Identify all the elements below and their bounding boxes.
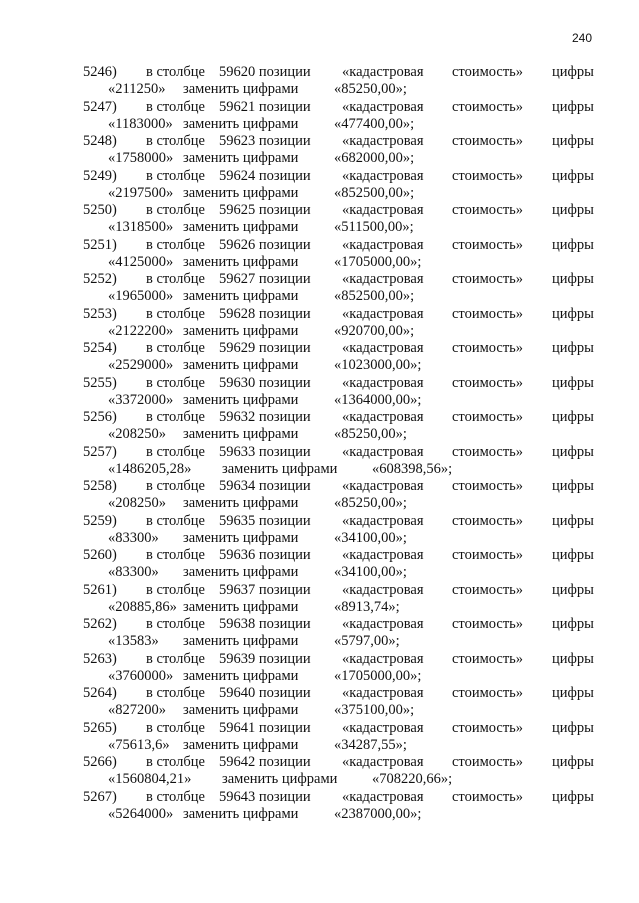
column-label: в столбце bbox=[146, 650, 205, 667]
cadastral-label: «кадастровая bbox=[342, 788, 424, 805]
amendment-entry bbox=[0, 339, 639, 375]
cadastral-label: «кадастровая bbox=[342, 616, 424, 632]
entry-first-line bbox=[0, 98, 639, 116]
column-label: в столбце bbox=[146, 271, 205, 287]
new-value: «708220,66»; bbox=[372, 771, 453, 787]
cadastral-label: «кадастровая bbox=[342, 271, 424, 287]
entry-first-line bbox=[0, 719, 639, 737]
entry-first-line bbox=[0, 408, 639, 426]
new-value: «34100,00»; bbox=[334, 529, 407, 546]
digits-label: цифры bbox=[552, 547, 594, 563]
entry-number: 5255) bbox=[83, 374, 117, 391]
page-number: 240 bbox=[572, 31, 593, 45]
position-code: 59640 позиции bbox=[219, 685, 311, 701]
cadastral-label: «кадастровая bbox=[342, 443, 424, 460]
replace-label: заменить цифрами bbox=[183, 219, 299, 235]
old-value: «1965000» bbox=[108, 288, 174, 304]
replace-label: заменить цифрами bbox=[183, 115, 299, 132]
replace-label: заменить цифрами bbox=[222, 460, 338, 477]
entry-first-line bbox=[0, 132, 639, 150]
entry-first-line bbox=[0, 650, 639, 668]
amendment-entry bbox=[0, 98, 639, 134]
position-code: 59625 позиции bbox=[219, 202, 311, 218]
column-label: в столбце bbox=[146, 478, 205, 494]
digits-label: цифры bbox=[552, 616, 594, 632]
entry-second-line bbox=[0, 494, 639, 512]
entry-second-line bbox=[0, 115, 639, 133]
old-value: «2122200» bbox=[108, 322, 174, 339]
entry-second-line bbox=[0, 701, 639, 719]
new-value: «8913,74»; bbox=[334, 598, 400, 615]
position-code: 59638 позиции bbox=[219, 616, 311, 632]
old-value: «2197500» bbox=[108, 184, 174, 201]
column-label: в столбце bbox=[146, 443, 205, 460]
entry-first-line bbox=[0, 581, 639, 599]
amendment-entry bbox=[0, 477, 639, 513]
entry-number: 5248) bbox=[83, 133, 117, 149]
cost-label: стоимость» bbox=[452, 581, 524, 598]
column-label: в столбце bbox=[146, 581, 205, 598]
amendment-entry bbox=[0, 305, 639, 341]
entry-second-line bbox=[0, 460, 639, 478]
entry-number: 5263) bbox=[83, 650, 117, 667]
digits-label: цифры bbox=[552, 305, 594, 322]
entry-first-line bbox=[0, 305, 639, 323]
replace-label: заменить цифрами bbox=[183, 253, 299, 270]
column-label: в столбце bbox=[146, 305, 205, 322]
position-code: 59642 позиции bbox=[219, 754, 311, 770]
digits-label: цифры bbox=[552, 754, 594, 770]
column-label: в столбце bbox=[146, 754, 205, 770]
entry-number: 5254) bbox=[83, 340, 117, 356]
replace-label: заменить цифрами bbox=[183, 391, 299, 408]
new-value: «1705000,00»; bbox=[334, 667, 422, 684]
old-value: «83300» bbox=[108, 529, 159, 546]
entry-first-line bbox=[0, 270, 639, 288]
entry-number: 5252) bbox=[83, 271, 117, 287]
cost-label: стоимость» bbox=[452, 340, 524, 356]
cadastral-label: «кадастровая bbox=[342, 650, 424, 667]
amendment-entry bbox=[0, 443, 639, 479]
replace-label: заменить цифрами bbox=[183, 702, 299, 718]
new-value: «34287,55»; bbox=[334, 736, 407, 753]
new-value: «85250,00»; bbox=[334, 426, 407, 442]
entry-second-line bbox=[0, 805, 639, 823]
cadastral-label: «кадастровая bbox=[342, 340, 424, 356]
amendment-entry bbox=[0, 788, 639, 824]
entry-first-line bbox=[0, 236, 639, 254]
entry-second-line bbox=[0, 736, 639, 754]
entry-first-line bbox=[0, 477, 639, 495]
cadastral-label: «кадастровая bbox=[342, 167, 424, 184]
old-value: «1183000» bbox=[108, 115, 173, 132]
new-value: «1364000,00»; bbox=[334, 391, 422, 408]
cost-label: стоимость» bbox=[452, 409, 524, 425]
position-code: 59628 позиции bbox=[219, 305, 311, 322]
entry-number: 5259) bbox=[83, 512, 117, 529]
digits-label: цифры bbox=[552, 409, 594, 425]
digits-label: цифры bbox=[552, 788, 594, 805]
entry-first-line bbox=[0, 615, 639, 633]
entry-number: 5249) bbox=[83, 167, 117, 184]
cost-label: стоимость» bbox=[452, 374, 524, 391]
amendment-entry bbox=[0, 615, 639, 651]
old-value: «1318500» bbox=[108, 219, 174, 235]
entry-second-line bbox=[0, 529, 639, 547]
entry-first-line bbox=[0, 788, 639, 806]
old-value: «208250» bbox=[108, 426, 166, 442]
old-value: «211250» bbox=[108, 81, 166, 97]
new-value: «375100,00»; bbox=[334, 702, 415, 718]
entry-second-line bbox=[0, 391, 639, 409]
digits-label: цифры bbox=[552, 133, 594, 149]
cost-label: стоимость» bbox=[452, 64, 524, 80]
column-label: в столбце bbox=[146, 202, 205, 218]
new-value: «1705000,00»; bbox=[334, 253, 422, 270]
cadastral-label: «кадастровая bbox=[342, 719, 424, 736]
column-label: в столбце bbox=[146, 788, 205, 805]
cost-label: стоимость» bbox=[452, 271, 524, 287]
old-value: «75613,6» bbox=[108, 736, 170, 753]
new-value: «1023000,00»; bbox=[334, 357, 422, 373]
old-value: «1560804,21» bbox=[108, 771, 192, 787]
new-value: «34100,00»; bbox=[334, 564, 407, 580]
old-value: «208250» bbox=[108, 495, 166, 511]
entry-number: 5266) bbox=[83, 754, 117, 770]
old-value: «1486205,28» bbox=[108, 460, 192, 477]
entry-first-line bbox=[0, 753, 639, 771]
cost-label: стоимость» bbox=[452, 236, 524, 253]
position-code: 59624 позиции bbox=[219, 167, 311, 184]
position-code: 59634 позиции bbox=[219, 478, 311, 494]
amendment-entry bbox=[0, 684, 639, 720]
old-value: «3760000» bbox=[108, 667, 174, 684]
cost-label: стоимость» bbox=[452, 719, 524, 736]
digits-label: цифры bbox=[552, 443, 594, 460]
cadastral-label: «кадастровая bbox=[342, 98, 424, 115]
entry-number: 5250) bbox=[83, 202, 117, 218]
new-value: «85250,00»; bbox=[334, 81, 407, 97]
new-value: «2387000,00»; bbox=[334, 805, 422, 822]
entry-second-line bbox=[0, 667, 639, 685]
entry-second-line bbox=[0, 598, 639, 616]
cadastral-label: «кадастровая bbox=[342, 305, 424, 322]
column-label: в столбце bbox=[146, 616, 205, 632]
entry-first-line bbox=[0, 201, 639, 219]
entry-second-line bbox=[0, 632, 639, 650]
new-value: «852500,00»; bbox=[334, 288, 415, 304]
position-code: 59637 позиции bbox=[219, 581, 311, 598]
cadastral-label: «кадастровая bbox=[342, 202, 424, 218]
cost-label: стоимость» bbox=[452, 754, 524, 770]
cost-label: стоимость» bbox=[452, 98, 524, 115]
replace-label: заменить цифрами bbox=[183, 81, 299, 97]
old-value: «827200» bbox=[108, 702, 166, 718]
entry-second-line bbox=[0, 149, 639, 167]
old-value: «2529000» bbox=[108, 357, 174, 373]
new-value: «852500,00»; bbox=[334, 184, 415, 201]
new-value: «511500,00»; bbox=[334, 219, 414, 235]
digits-label: цифры bbox=[552, 581, 594, 598]
new-value: «477400,00»; bbox=[334, 115, 415, 132]
old-value: «1758000» bbox=[108, 150, 174, 166]
entry-number: 5267) bbox=[83, 788, 117, 805]
entry-number: 5247) bbox=[83, 98, 117, 115]
position-code: 59621 позиции bbox=[219, 98, 311, 115]
position-code: 59639 позиции bbox=[219, 650, 311, 667]
cadastral-label: «кадастровая bbox=[342, 754, 424, 770]
old-value: «13583» bbox=[108, 633, 159, 649]
cost-label: стоимость» bbox=[452, 616, 524, 632]
entry-number: 5257) bbox=[83, 443, 117, 460]
column-label: в столбце bbox=[146, 547, 205, 563]
cost-label: стоимость» bbox=[452, 685, 524, 701]
new-value: «85250,00»; bbox=[334, 495, 407, 511]
entry-number: 5261) bbox=[83, 581, 117, 598]
entry-number: 5264) bbox=[83, 685, 117, 701]
entry-number: 5251) bbox=[83, 236, 117, 253]
column-label: в столбце bbox=[146, 133, 205, 149]
old-value: «5264000» bbox=[108, 805, 174, 822]
entry-number: 5262) bbox=[83, 616, 117, 632]
digits-label: цифры bbox=[552, 236, 594, 253]
replace-label: заменить цифрами bbox=[183, 598, 299, 615]
entry-second-line bbox=[0, 80, 639, 98]
entry-second-line bbox=[0, 563, 639, 581]
amendment-entry bbox=[0, 201, 639, 237]
entry-number: 5260) bbox=[83, 547, 117, 563]
replace-label: заменить цифрами bbox=[222, 771, 338, 787]
entry-second-line bbox=[0, 184, 639, 202]
digits-label: цифры bbox=[552, 374, 594, 391]
amendment-entry bbox=[0, 132, 639, 168]
entry-number: 5258) bbox=[83, 478, 117, 494]
entry-first-line bbox=[0, 374, 639, 392]
entry-second-line bbox=[0, 218, 639, 236]
cadastral-label: «кадастровая bbox=[342, 133, 424, 149]
column-label: в столбце bbox=[146, 236, 205, 253]
column-label: в столбце bbox=[146, 719, 205, 736]
cost-label: стоимость» bbox=[452, 443, 524, 460]
position-code: 59627 позиции bbox=[219, 271, 311, 287]
position-code: 59626 позиции bbox=[219, 236, 311, 253]
cost-label: стоимость» bbox=[452, 478, 524, 494]
entry-number: 5246) bbox=[83, 64, 117, 80]
replace-label: заменить цифрами bbox=[183, 633, 299, 649]
cadastral-label: «кадастровая bbox=[342, 409, 424, 425]
column-label: в столбце bbox=[146, 374, 205, 391]
replace-label: заменить цифрами bbox=[183, 667, 299, 684]
old-value: «20885,86» bbox=[108, 598, 177, 615]
replace-label: заменить цифрами bbox=[183, 150, 299, 166]
amendment-entry bbox=[0, 753, 639, 789]
entry-number: 5253) bbox=[83, 305, 117, 322]
entry-first-line bbox=[0, 546, 639, 564]
cost-label: стоимость» bbox=[452, 547, 524, 563]
digits-label: цифры bbox=[552, 271, 594, 287]
amendment-entry bbox=[0, 236, 639, 272]
amendment-entry bbox=[0, 650, 639, 686]
column-label: в столбце bbox=[146, 512, 205, 529]
position-code: 59623 позиции bbox=[219, 133, 311, 149]
entry-second-line bbox=[0, 253, 639, 271]
position-code: 59629 позиции bbox=[219, 340, 311, 356]
cost-label: стоимость» bbox=[452, 305, 524, 322]
position-code: 59630 позиции bbox=[219, 374, 311, 391]
cadastral-label: «кадастровая bbox=[342, 64, 424, 80]
position-code: 59632 позиции bbox=[219, 409, 311, 425]
entry-first-line bbox=[0, 339, 639, 357]
replace-label: заменить цифрами bbox=[183, 564, 299, 580]
new-value: «920700,00»; bbox=[334, 322, 415, 339]
replace-label: заменить цифрами bbox=[183, 322, 299, 339]
replace-label: заменить цифрами bbox=[183, 357, 299, 373]
digits-label: цифры bbox=[552, 478, 594, 494]
entry-first-line bbox=[0, 443, 639, 461]
amendment-entry bbox=[0, 63, 639, 99]
entry-second-line bbox=[0, 425, 639, 443]
entry-number: 5256) bbox=[83, 409, 117, 425]
old-value: «4125000» bbox=[108, 253, 174, 270]
entry-first-line bbox=[0, 63, 639, 81]
replace-label: заменить цифрами bbox=[183, 495, 299, 511]
amendment-entry bbox=[0, 546, 639, 582]
position-code: 59636 позиции bbox=[219, 547, 311, 563]
cost-label: стоимость» bbox=[452, 650, 524, 667]
position-code: 59620 позиции bbox=[219, 64, 311, 80]
old-value: «3372000» bbox=[108, 391, 174, 408]
cadastral-label: «кадастровая bbox=[342, 512, 424, 529]
cadastral-label: «кадастровая bbox=[342, 581, 424, 598]
digits-label: цифры bbox=[552, 202, 594, 218]
amendment-entry bbox=[0, 374, 639, 410]
amendment-entry bbox=[0, 719, 639, 755]
digits-label: цифры bbox=[552, 98, 594, 115]
column-label: в столбце bbox=[146, 685, 205, 701]
amendment-entry bbox=[0, 408, 639, 444]
column-label: в столбце bbox=[146, 98, 205, 115]
entry-first-line bbox=[0, 684, 639, 702]
position-code: 59633 позиции bbox=[219, 443, 311, 460]
position-code: 59635 позиции bbox=[219, 512, 311, 529]
entry-second-line bbox=[0, 356, 639, 374]
entry-second-line bbox=[0, 770, 639, 788]
replace-label: заменить цифрами bbox=[183, 184, 299, 201]
replace-label: заменить цифрами bbox=[183, 426, 299, 442]
entry-second-line bbox=[0, 322, 639, 340]
position-code: 59643 позиции bbox=[219, 788, 311, 805]
position-code: 59641 позиции bbox=[219, 719, 311, 736]
amendment-entry bbox=[0, 270, 639, 306]
new-value: «682000,00»; bbox=[334, 150, 415, 166]
replace-label: заменить цифрами bbox=[183, 805, 299, 822]
cadastral-label: «кадастровая bbox=[342, 547, 424, 563]
cost-label: стоимость» bbox=[452, 133, 524, 149]
digits-label: цифры bbox=[552, 685, 594, 701]
digits-label: цифры bbox=[552, 167, 594, 184]
cost-label: стоимость» bbox=[452, 202, 524, 218]
new-value: «608398,56»; bbox=[372, 460, 453, 477]
entry-second-line bbox=[0, 287, 639, 305]
cadastral-label: «кадастровая bbox=[342, 236, 424, 253]
cadastral-label: «кадастровая bbox=[342, 685, 424, 701]
replace-label: заменить цифрами bbox=[183, 288, 299, 304]
replace-label: заменить цифрами bbox=[183, 736, 299, 753]
digits-label: цифры bbox=[552, 650, 594, 667]
cadastral-label: «кадастровая bbox=[342, 374, 424, 391]
column-label: в столбце bbox=[146, 340, 205, 356]
digits-label: цифры bbox=[552, 512, 594, 529]
column-label: в столбце bbox=[146, 167, 205, 184]
old-value: «83300» bbox=[108, 564, 159, 580]
amendment-entry bbox=[0, 512, 639, 548]
digits-label: цифры bbox=[552, 64, 594, 80]
entry-first-line bbox=[0, 512, 639, 530]
cost-label: стоимость» bbox=[452, 788, 524, 805]
cost-label: стоимость» bbox=[452, 167, 524, 184]
column-label: в столбце bbox=[146, 409, 205, 425]
digits-label: цифры bbox=[552, 340, 594, 356]
entry-first-line bbox=[0, 167, 639, 185]
new-value: «5797,00»; bbox=[334, 633, 400, 649]
cadastral-label: «кадастровая bbox=[342, 478, 424, 494]
column-label: в столбце bbox=[146, 64, 205, 80]
digits-label: цифры bbox=[552, 719, 594, 736]
amendment-entry bbox=[0, 167, 639, 203]
replace-label: заменить цифрами bbox=[183, 529, 299, 546]
cost-label: стоимость» bbox=[452, 512, 524, 529]
entry-number: 5265) bbox=[83, 719, 117, 736]
amendment-entry bbox=[0, 581, 639, 617]
